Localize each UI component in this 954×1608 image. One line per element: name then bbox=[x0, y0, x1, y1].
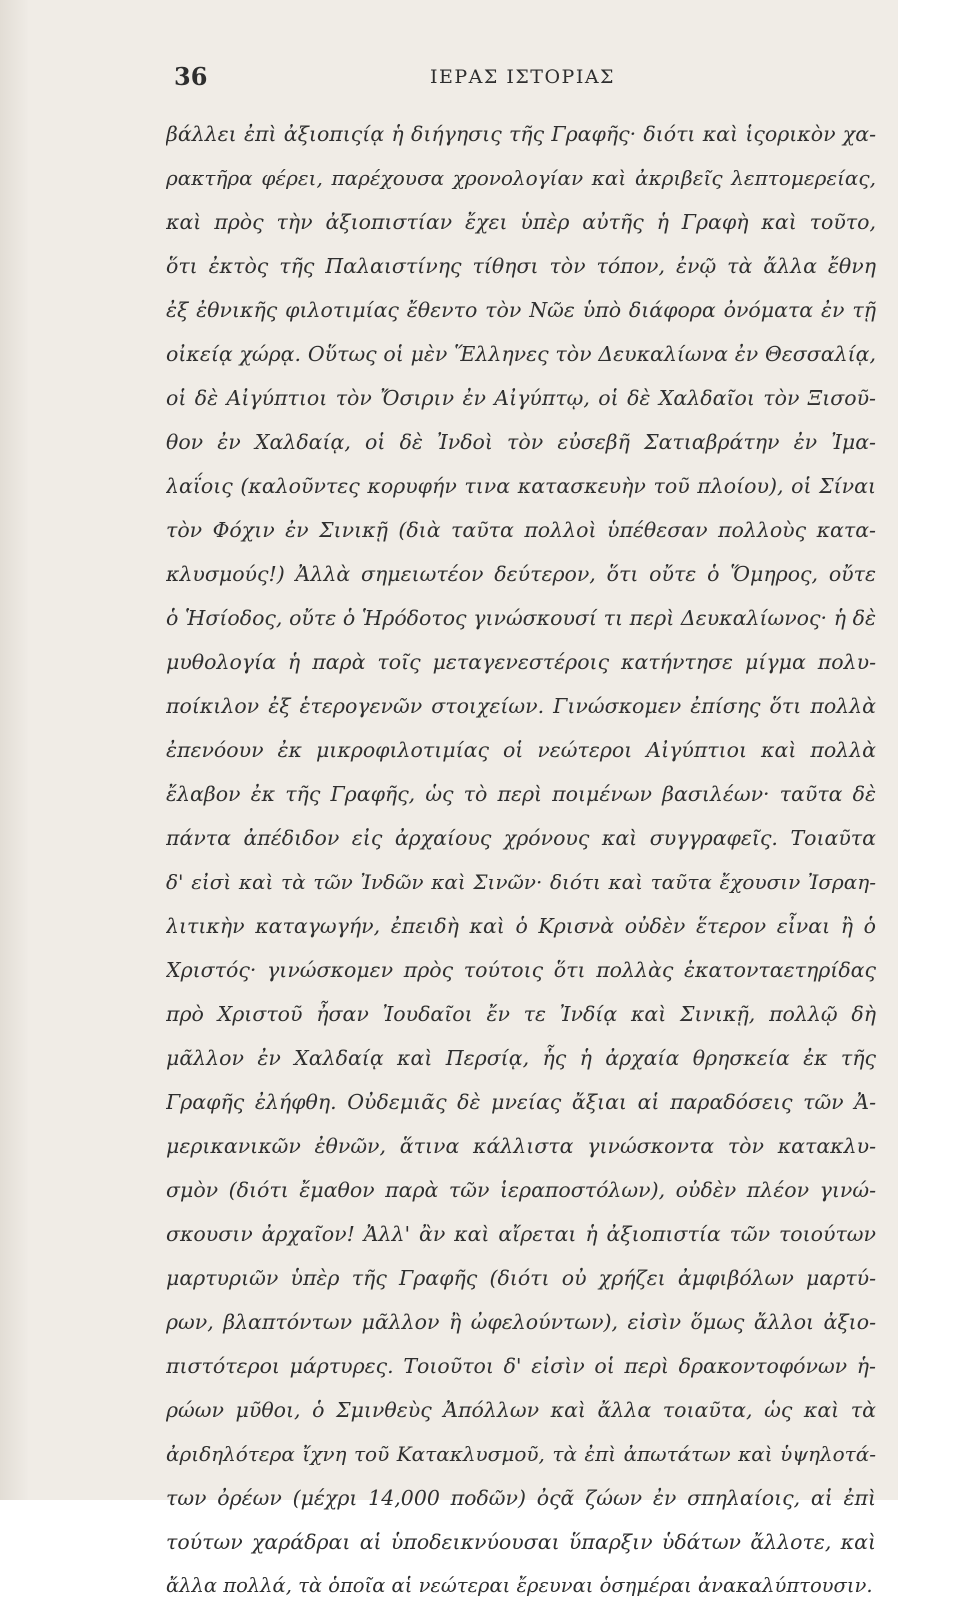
text-line: λιτικὴν καταγωγήν, ἐπειδὴ καὶ ὁ Κρισνὰ οὐδὲν ἕτερον εἶναι ἢ ὁ bbox=[166, 914, 876, 938]
text-line: τούτων χαράδραι αἱ ὑποδεικνύουσαι ὕπαρξιν ὑδάτων ἄλλοτε, καὶ bbox=[166, 1530, 876, 1554]
text-line: σκουσιν ἀρχαῖον! Ἀλλ' ἂν καὶ αἴρεται ἡ ἀξιοπιστία τῶν τοιούτων bbox=[166, 1222, 876, 1246]
text-line: ρων, βλαπτόντων μᾶλλον ἢ ὠφελούντων), εἰσὶν ὅμως ἄλλοι ἀξιο- bbox=[166, 1310, 876, 1334]
text-line: πρὸ Χριστοῦ ἦσαν Ἰουδαῖοι ἔν τε Ἰνδίᾳ καὶ Σινικῇ, πολλῷ δὴ bbox=[166, 1002, 876, 1026]
running-head: ΙΕΡΑΣ ΙΣΤΟΡΙΑΣ bbox=[430, 66, 615, 88]
text-line: ρώων μῦθοι, ὁ Σμινθεὺς Ἀπόλλων καὶ ἄλλα τοιαῦτα, ὡς καὶ τὰ bbox=[166, 1398, 876, 1422]
text-line: ρακτῆρα φέρει, παρέχουσα χρονολογίαν καὶ ἀκριβεῖς λεπτομερείας, bbox=[166, 166, 876, 190]
text-line: τὸν Φόχιν ἐν Σινικῇ (διὰ ταῦτα πολλοὶ ὑπέθεσαν πολλοὺς κατα- bbox=[166, 518, 876, 542]
text-line: μᾶλλον ἐν Χαλδαίᾳ καὶ Περσίᾳ, ἧς ἡ ἀρχαία θρησκεία ἐκ τῆς bbox=[166, 1046, 876, 1070]
text-line: ἐπενόουν ἐκ μικροφιλοτιμίας οἱ νεώτεροι Αἰγύπτιοι καὶ πολλὰ bbox=[166, 738, 876, 762]
text-line: δ' εἰσὶ καὶ τὰ τῶν Ἰνδῶν καὶ Σινῶν· διότι καὶ ταῦτα ἔχουσιν Ἰσραη- bbox=[166, 870, 876, 894]
text-line: καὶ πρὸς τὴν ἀξιοπιστίαν ἔχει ὑπὲρ αὐτῆς ἡ Γραφὴ καὶ τοῦτο, bbox=[166, 210, 876, 234]
text-line: ἄλλα πολλά, τὰ ὁποῖα αἱ νεώτεραι ἔρευναι ὁσημέραι ἀνακαλύπτουσιν. bbox=[166, 1574, 873, 1597]
text-line: μυθολογία ἡ παρὰ τοῖς μεταγενεστέροις κατήντησε μίγμα πολυ- bbox=[166, 650, 876, 674]
text-line: Γραφῆς ἐλήφθη. Οὐδεμιᾶς δὲ μνείας ἄξιαι αἱ παραδόσεις τῶν Ἀ- bbox=[166, 1090, 876, 1114]
page-header bbox=[168, 62, 878, 102]
text-line: ἐξ ἐθνικῆς φιλοτιμίας ἔθεντο τὸν Νῶε ὑπὸ διάφορα ὀνόματα ἐν τῇ bbox=[166, 298, 876, 322]
text-line: σμὸν (διότι ἔμαθον παρὰ τῶν ἱεραποστόλων), οὐδὲν πλέον γινώ- bbox=[166, 1178, 876, 1202]
text-line: θον ἐν Χαλδαίᾳ, οἱ δὲ Ἰνδοὶ τὸν εὐσεβῆ Σατιαβράτην ἐν Ἰμα- bbox=[166, 430, 876, 454]
text-line: μερικανικῶν ἐθνῶν, ἅτινα κάλλιστα γινώσκοντα τὸν κατακλυ- bbox=[166, 1134, 876, 1158]
text-line: λαΐοις (καλοῦντες κορυφήν τινα κατασκευὴν τοῦ πλοίου), οἱ Σίναι bbox=[166, 474, 876, 498]
text-line: των ὀρέων (μέχρι 14,000 ποδῶν) ὀςᾶ ζώων ἐν σπηλαίοις, αἱ ἐπὶ bbox=[166, 1486, 876, 1510]
text-line: οἱ δὲ Αἰγύπτιοι τὸν Ὄσιριν ἐν Αἰγύπτῳ, οἱ δὲ Χαλδαῖοι τὸν Ξισοῦ- bbox=[166, 386, 876, 410]
text-line: κλυσμούς!) Ἀλλὰ σημειωτέον δεύτερον, ὅτι οὔτε ὁ Ὅμηρος, οὔτε bbox=[166, 562, 876, 586]
text-line: ὁ Ἡσίοδος, οὔτε ὁ Ἡρόδοτος γινώσκουσί τι περὶ Δευκαλίωνος· ἡ δὲ bbox=[166, 606, 876, 630]
text-line: πάντα ἀπέδιδον εἰς ἀρχαίους χρόνους καὶ συγγραφεῖς. Τοιαῦτα bbox=[166, 826, 876, 850]
text-line: ὅτι ἐκτὸς τῆς Παλαιστίνης τίθησι τὸν τόπον, ἐνῷ τὰ ἄλλα ἔθνη bbox=[166, 254, 876, 278]
text-line: μαρτυριῶν ὑπὲρ τῆς Γραφῆς (διότι οὐ χρήζει ἀμφιβόλων μαρτύ- bbox=[166, 1266, 876, 1290]
text-line: ἀριδηλότερα ἴχνη τοῦ Κατακλυσμοῦ, τὰ ἐπὶ ἀπωτάτων καὶ ὑψηλοτά- bbox=[166, 1442, 876, 1466]
page-number: 36 bbox=[174, 62, 208, 91]
body-text bbox=[166, 112, 876, 1608]
text-line: οἰκείᾳ χώρᾳ. Οὕτως οἱ μὲν Ἕλληνες τὸν Δευκαλίωνα ἐν Θεσσαλίᾳ, bbox=[166, 342, 876, 366]
text-line: βάλλει ἐπὶ ἀξιοπιςίᾳ ἡ διήγησις τῆς Γραφῆς· διότι καὶ ἱςορικὸν χα- bbox=[166, 122, 876, 146]
text-line: πιστότεροι μάρτυρες. Τοιοῦτοι δ' εἰσὶν οἱ περὶ δρακοντοφόνων ἡ- bbox=[166, 1354, 876, 1378]
text-line: ἔλαβον ἐκ τῆς Γραφῆς, ὡς τὸ περὶ ποιμένων βασιλέων· ταῦτα δὲ bbox=[166, 782, 876, 806]
text-line: ποίκιλον ἐξ ἑτερογενῶν στοιχείων. Γινώσκομεν ἐπίσης ὅτι πολλὰ bbox=[166, 694, 876, 718]
text-line: Χριστός· γινώσκομεν πρὸς τούτοις ὅτι πολλὰς ἑκατονταετηρίδας bbox=[166, 958, 876, 982]
page-binding-edge bbox=[0, 0, 28, 1500]
